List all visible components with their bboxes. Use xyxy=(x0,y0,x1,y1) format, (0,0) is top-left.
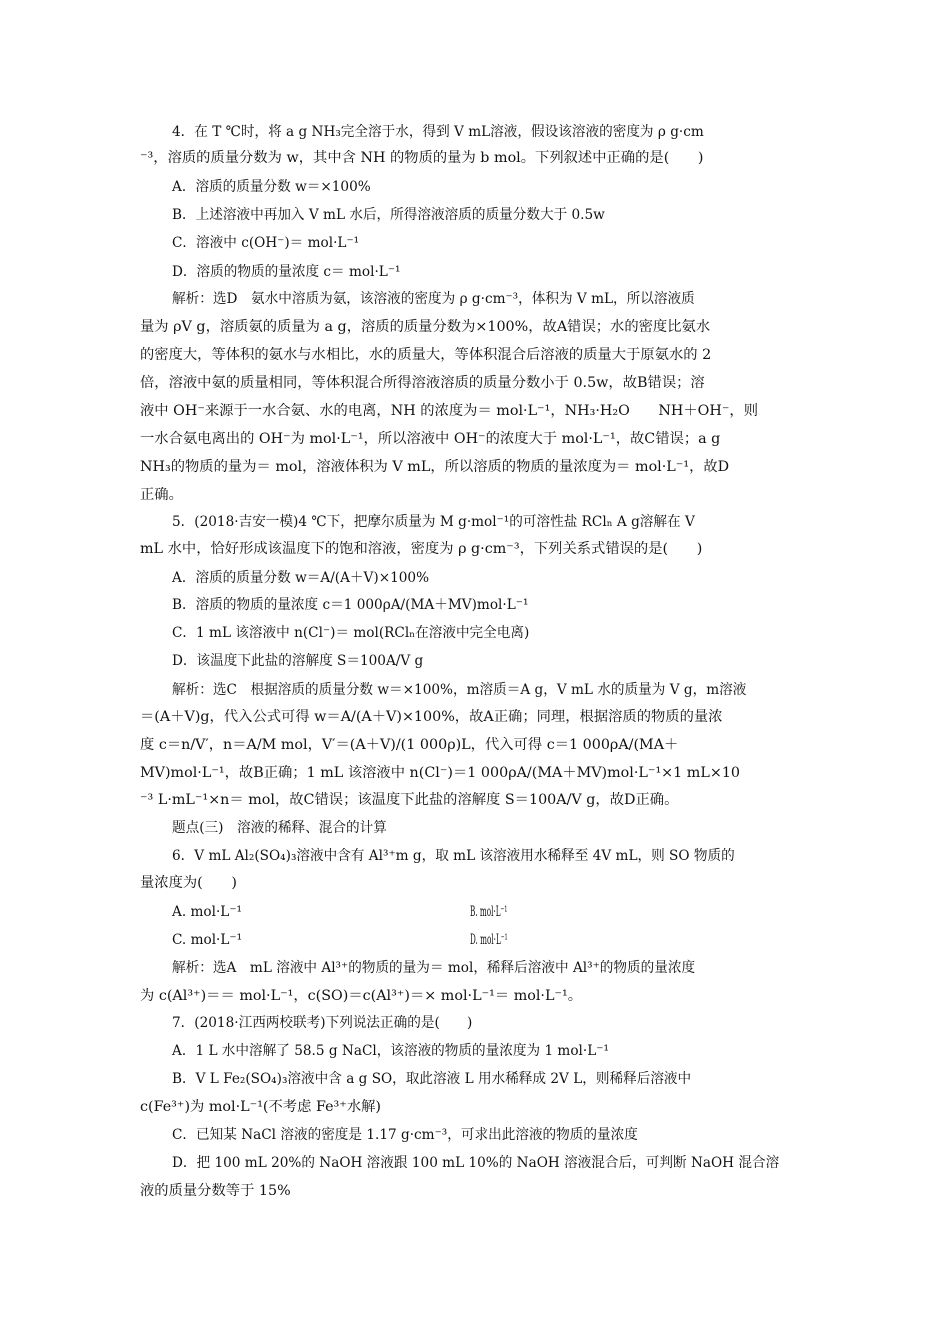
q5-stem-line-1: 5．(2018·吉安一模)4 ℃下，把摩尔质量为 M g·mol⁻¹的可溶性盐 RClₙ A g溶解在 V xyxy=(172,514,695,530)
q7-option-d-line-2: 液的质量分数等于 15% xyxy=(140,1183,291,1199)
q5-solution-line-4: MV)mol·L⁻¹，故B正确；1 mL 该溶液中 n(Cl⁻)＝1 000ρA/(MA＋MV)mol·L⁻¹×1 mL×10 xyxy=(140,765,741,781)
q6-option-b: B. mol·L⁻¹ xyxy=(470,904,508,920)
q4-stem-line-2: ⁻³，溶质的质量分数为 w，其中含 NH 的物质的量为 b mol。下列叙述中正确的是( ) xyxy=(140,150,704,166)
q5-option-b: B．溶质的物质的量浓度 c＝1 000ρA/(MA＋MV)mol·L⁻¹ xyxy=(172,597,529,613)
q4-option-b: B．上述溶液中再加入 V mL 水后，所得溶液溶质的质量分数大于 0.5w xyxy=(172,207,605,223)
q6-option-c: C. mol·L⁻¹ xyxy=(172,932,243,948)
q7-option-b-line-2: c(Fe³⁺)为 mol·L⁻¹(不考虑 Fe³⁺水解) xyxy=(140,1099,381,1115)
q7-option-a: A．1 L 水中溶解了 58.5 g NaCl，该溶液的物质的量浓度为 1 mol·L⁻¹ xyxy=(172,1043,609,1059)
q7-option-b-line-1: B．V L Fe₂(SO₄)₃溶液中含 a g SO，取此溶液 L 用水稀释成 2V L，则稀释后溶液中 xyxy=(172,1071,692,1087)
q4-option-a: A．溶质的质量分数 w＝×100% xyxy=(172,179,371,195)
q5-option-d: D．该温度下此盐的溶解度 S＝100A/V g xyxy=(172,653,424,669)
q4-solution-line-3: 的密度大，等体积的氨水与水相比，水的质量大，等体积混合后溶液的质量大于原氨水的 2 xyxy=(140,347,712,363)
q4-solution-line-4: 倍，溶液中氨的质量相同，等体积混合所得溶液溶质的质量分数小于 0.5w，故B错误；溶 xyxy=(140,375,705,391)
q5-solution-line-1: 解析：选C 根据溶质的质量分数 w＝×100%，m溶质＝A g，V mL 水的质量为 V g，m溶液 xyxy=(172,682,747,698)
q5-option-a: A．溶质的质量分数 w＝A/(A＋V)×100% xyxy=(172,570,430,586)
q7-option-c: C．已知某 NaCl 溶液的密度是 1.17 g·cm⁻³，可求出此溶液的物质的量浓度 xyxy=(172,1127,638,1143)
q4-solution-line-1: 解析：选D 氨水中溶质为氨，该溶液的密度为 ρ g·cm⁻³，体积为 V mL，所以溶液质 xyxy=(172,291,695,307)
q5-stem-line-2: mL 水中，恰好形成该温度下的饱和溶液，密度为 ρ g·cm⁻³，下列关系式错误的是( ) xyxy=(140,541,703,557)
q5-solution-line-3: 度 c＝n/V′，n＝A/M mol，V′＝(A＋V)/(1 000ρ)L，代入可得 c＝1 000ρA/(MA＋ xyxy=(140,737,679,753)
q4-solution-line-5: 液中 OH⁻来源于一水合氨、水的电离，NH 的浓度为＝ mol·L⁻¹，NH₃·H₂O NH＋OH⁻，则 xyxy=(140,403,759,419)
q4-solution-line-8: 正确。 xyxy=(140,487,183,503)
q4-stem-line-1: 4．在 T ℃时，将 a g NH₃完全溶于水，得到 V mL溶液，假设该溶液的密度为 ρ g·cm xyxy=(172,124,704,140)
q6-option-a: A. mol·L⁻¹ xyxy=(172,904,242,920)
section-heading: 题点(三) 溶液的稀释、混合的计算 xyxy=(172,820,387,836)
q4-solution-line-6: 一水合氨电离出的 OH⁻为 mol·L⁻¹，所以溶液中 OH⁻的浓度大于 mol·L⁻¹，故C错误；a g xyxy=(140,431,721,447)
q4-option-d: D．溶质的物质的量浓度 c＝ mol·L⁻¹ xyxy=(172,264,401,280)
q7-stem: 7．(2018·江西两校联考)下列说法正确的是( ) xyxy=(172,1015,473,1031)
q6-stem-line-2: 量浓度为( ) xyxy=(140,875,237,891)
q6-solution-line-1: 解析：选A mL 溶液中 Al³⁺的物质的量为＝ mol，稀释后溶液中 Al³⁺的物质的量浓度 xyxy=(172,960,696,976)
q4-option-c: C．溶液中 c(OH⁻)＝ mol·L⁻¹ xyxy=(172,235,360,251)
q5-solution-line-5: ⁻³ L·mL⁻¹×n＝ mol，故C错误；该温度下此盐的溶解度 S＝100A/V g，故D正确。 xyxy=(140,792,679,808)
q5-solution-line-2: ＝(A＋V)g，代入公式可得 w＝A/(A＋V)×100%，故A正确；同理，根据溶质的物质的量浓 xyxy=(140,709,723,725)
q5-option-c: C．1 mL 该溶液中 n(Cl⁻)＝ mol(RClₙ在溶液中完全电离) xyxy=(172,625,530,641)
q6-solution-line-2: 为 c(Al³⁺)＝＝ mol·L⁻¹，c(SO)＝c(Al³⁺)＝× mol·L⁻¹＝ mol·L⁻¹。 xyxy=(140,988,583,1004)
q4-solution-line-2: 量为 ρV g，溶质氨的质量为 a g，溶质的质量分数为×100%，故A错误；水的密度比氨水 xyxy=(140,319,711,335)
q6-option-d: D. mol·L⁻¹ xyxy=(470,932,508,948)
q4-solution-line-7: NH₃的物质的量为＝ mol，溶液体积为 V mL，所以溶质的物质的量浓度为＝ mol·L⁻¹，故D xyxy=(140,459,730,475)
q6-stem-line-1: 6．V mL Al₂(SO₄)₃溶液中含有 Al³⁺m g，取 mL 该溶液用水稀释至 4V mL，则 SO 物质的 xyxy=(172,848,735,864)
q7-option-d-line-1: D．把 100 mL 20%的 NaOH 溶液跟 100 mL 10%的 NaOH 溶液混合后，可判断 NaOH 混合溶 xyxy=(172,1155,780,1171)
